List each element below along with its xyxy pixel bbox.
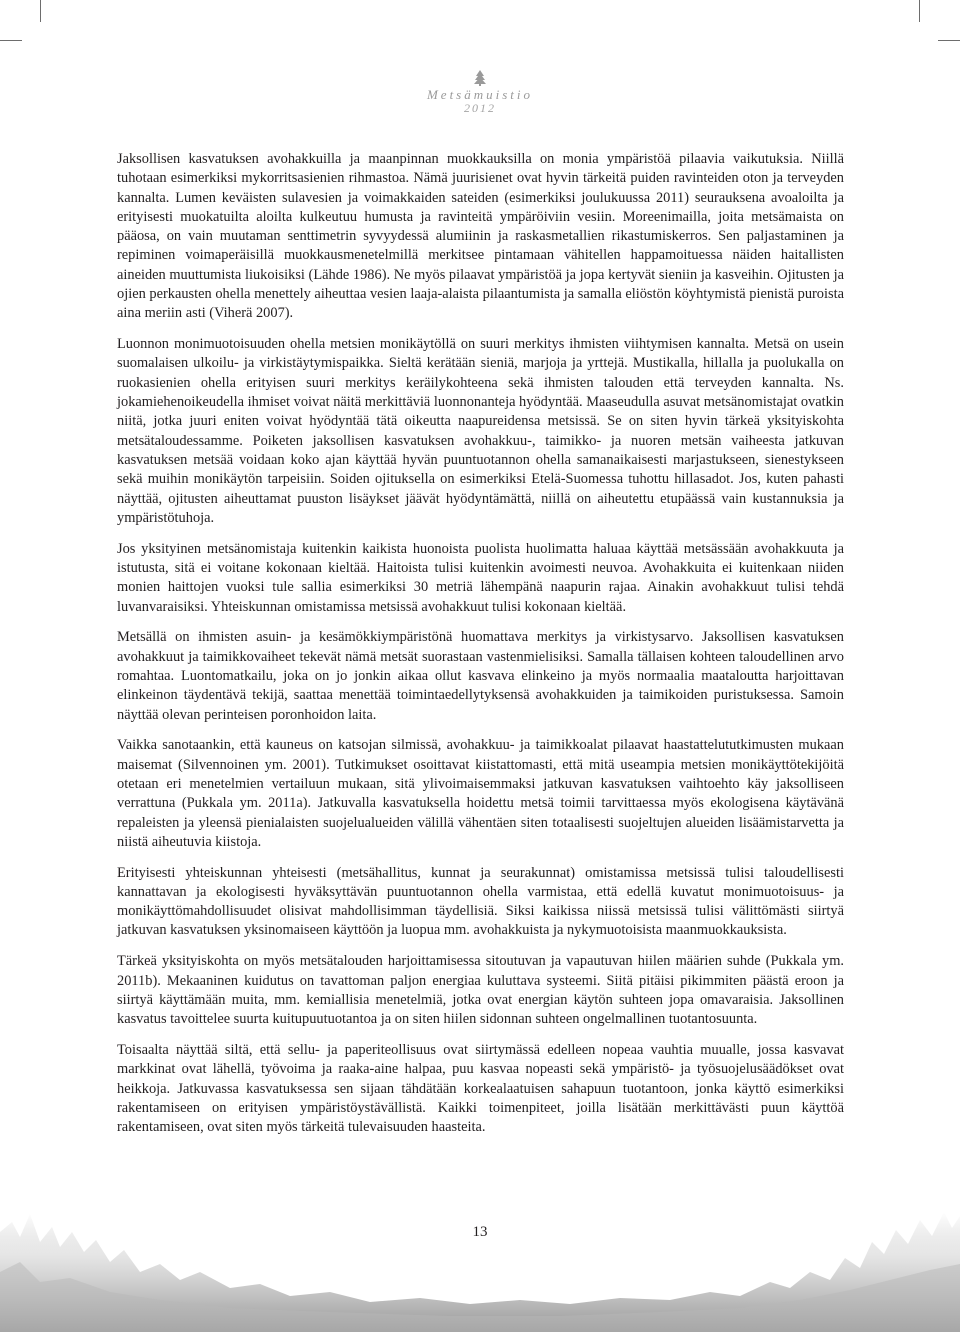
paragraph: Tärkeä yksityiskohta on myös metsätalouden harjoittamisessa sitoutuvan ja vapautuvan hiilen määrien suhde (Pukkala ym. 2011b). Mekaaninen kuidutus on tavattoman paljon energiaa kuluttava systeemi. Siitä pitäisi pikimmiten päästä eroon ja siirtyä käyttämään muita, mm. kemiallisia menetelmiä, jotka ovat energian käytön suhteen jopa omavaraisia. Jaksollinen kasvatus tavoittelee suurta kuitupuutuotantoa ja on siten hiilen sidonnan suhteen ongelmallinen tuotantosuunta.	[117, 953, 844, 1028]
article-body	[117, 150, 844, 1149]
paragraph: Luonnon monimuotoisuuden ohella metsien monikäytöllä on suuri merkitys ihmisten viihtymisen kannalta. Metsä on usein suomalaisen ulkoilu- ja virkistäytymispaikka. Sieltä kerätään sieniä, marjoja ja yrttejä. Mustikalla, hillalla ja puolukalla on ruokasienien ohella erityisen suuri merkitys keräilykohteena sekä ihmisten talouden että terveyden kannalta. Ns. jokamiehenoikeudella ihmiset voivat näitä merkittäviä luonnonanteja hyödyntää. Maaseudulla asuvat metsänomistajat ovatkin niitä, jotka juuri eniten voivat hyödyntää tätä oikeutta naapureidensa metsissä. Se on siten hyvin tärkeä yksityiskohta metsätaloudessamme. Poiketen jaksollisen kasvatuksen avohakkuu-, taimikko- ja nuoren metsän vaiheesta jatkuvan kasvatuksen metsää voidaan koko ajan käyttää hyvän puuntuotannon ohella samanaikaisesti marjastukseen, sienestykseen sekä muihin monikäytön tarpeisiin. Soiden ojituksella on esimerkiksi Etelä-Suomessa tuhottu hillasadot. Jos, kuten pahasti näyttää, ojitusten aiheuttamat puuston lisäykset jäävät hyödyntämättä, niillä on aiheutettu etupäässä vain kustannuksia ja ympäristötuhoja.	[117, 336, 844, 526]
header-logo	[0, 70, 960, 115]
tree-icon	[473, 70, 487, 86]
paragraph: Toisaalta näyttää siltä, että sellu- ja paperiteollisuus ovat siirtymässä edelleen nopeaa vauhtia muualle, jossa kasvavat markkinat ovat lähellä, työvoima ja raaka-aine halpaa, puu kasvaa nopeasti sekä ympäristö- ja työsuojelusäädökset ovat heikkoja. Jatkuvassa kasvatuksessa sen sijaan tähdätään korkealaatuisen sahapuun tuotantoon, jonka käyttö esimerkiksi rakentamiseen on erityisen ympäristöystävällistä. Kaikki toimenpiteet, joilla lisätään merkittävästi puun käyttöä rakentamiseen, ovat siten myös tärkeitä tulevaisuuden haasteita.	[117, 1041, 844, 1136]
logo-year: 2012	[464, 101, 496, 115]
crop-mark	[938, 40, 960, 41]
page-number: 13	[472, 1224, 488, 1240]
paragraph: Jos yksityinen metsänomistaja kuitenkin kaikista huonoista puolista huolimatta haluaa käyttää metsässään avohakkuuta ja istutusta, sitä ei voitane kokonaan kieltää. Haitoista tulisi kuitenkin avoimesti neuvoa. Avohakkuita ei kuitenkaan niiden monien haittojen vuoksi tule sallia esimerkiksi 30 metriä lähempänä naapurin rajaa. Ainakin avohakkuut tulisi tehdä luvanvaraisiksi. Yhteiskunnan omistamissa metsissä avohakkuut tulisi kokonaan kieltää.	[117, 540, 844, 615]
paragraph: Erityisesti yhteiskunnan yhteisesti (metsähallitus, kunnat ja seurakunnat) omistamissa metsissä tulisi taloudellisesti kannattavan ja ekologisesti hyväksyttävän puuntuotannon ohella varmistaa, että edellä kuvatut monimuotoisuus- ja monikäyttömahdollisuudet olisivat mahdollisimman täydellisiä. Siksi kaikissa niissä metsissä tulisi välittömästi siirtyä jatkuvan kasvatuksen yksinomaiseen käyttöön ja luopua mm. avohakkuista ja nykymuotoisista maanmuokkauksista.	[117, 864, 844, 939]
paragraph: Metsällä on ihmisten asuin- ja kesämökkiympäristönä huomattava merkitys ja virkistysarvo. Jaksollisen kasvatuksen avohakkuut ja taimikkovaiheet tekevät nämä metsät suorastaan vastenmielisiksi. Samalla tällaisen kohteen taloudellinen arvo romahtaa. Luontomatkailu, joka on jo jonkin aikaa ollut kasvava elinkeino ja myös normaalia maataloutta harjoittavan elinkeinon täydentävä tekijä, saattaa menettää toimintaedellytyksensä avohakkuiden ja taimikoiden puristuksessa. Samoin näyttää olevan perinteisen poronhoidon laita.	[117, 629, 844, 723]
forest-silhouette	[0, 1192, 960, 1332]
crop-mark	[40, 0, 41, 22]
paragraph: Vaikka sanotaankin, että kauneus on katsojan silmissä, avohakkuu- ja taimikkoalat pilaavat haastattelututkimusten mukaan maisemat (Silvennoinen ym. 2001). Tutkimukset osoittavat kiistattomasti, että mitä useampia metsien monikäyttötekijöitä otetaan eri menetelmien vertailuun mukaan, sitä ylivoimaisemmaksi jatkuvan kasvatuksen vaihtoehto käy jaksolliseen verrattuna (Pukkala ym. 2011a). Jatkuvalla kasvatuksella hoidettu metsä toimii tarvittaessa myös ekologisena käytävänä repaleisten ja yleensä pienialaisten suojelualueiden välillä vähentäen siten totaalisesti suojeltujen alueiden lisäämistarvetta ja niistä aiheutuvia kiistoja.	[117, 737, 844, 850]
crop-mark	[919, 0, 920, 22]
crop-mark	[0, 40, 22, 41]
logo-title: Metsämuistio	[426, 87, 534, 102]
paragraph: Jaksollisen kasvatuksen avohakkuilla ja maanpinnan muokkauksilla on monia ympäristöä pilaavia vaikutuksia. Niillä tuhotaan esimerkiksi mykorritsasienien rihmastoa. Nämä juurisienet ovat hyvin tärkeitä puiden ravinteiden oton ja terveyden kannalta. Lumen keväisten sulavesien ja voimakkaiden sateiden (esimerkiksi joulukuussa 2011) seurauksena avoaloilta ja erityisesti muokatuilta aloilta kulkeutuu humusta ja ravinteitä ympäröiviin vesiin. Moreenimailla, joita metsämaista on pääosa, on vain muutaman senttimetrin syvyydessä alumiinin ja raskasmetallien rikastumiskerros. Sen paljastaminen ja repiminen voimaperäisillä muokkausmenetelmillä merkitsee pintamaan vähitellen happamoituessa näiden haitallisten aineiden muuttumista liukoisiksi (Lähde 1986). Ne myös pilaavat ympäristöä ja jopa kertyvät sieniin ja kasveihin. Ojitusten ja ojien perkausten ohella menettely aiheuttaa vesien laaja-alaista pilaantumista ja samalla eliöstön köyhtymistä pienistä puroista aina meriin asti (Viherä 2007).	[117, 151, 844, 322]
